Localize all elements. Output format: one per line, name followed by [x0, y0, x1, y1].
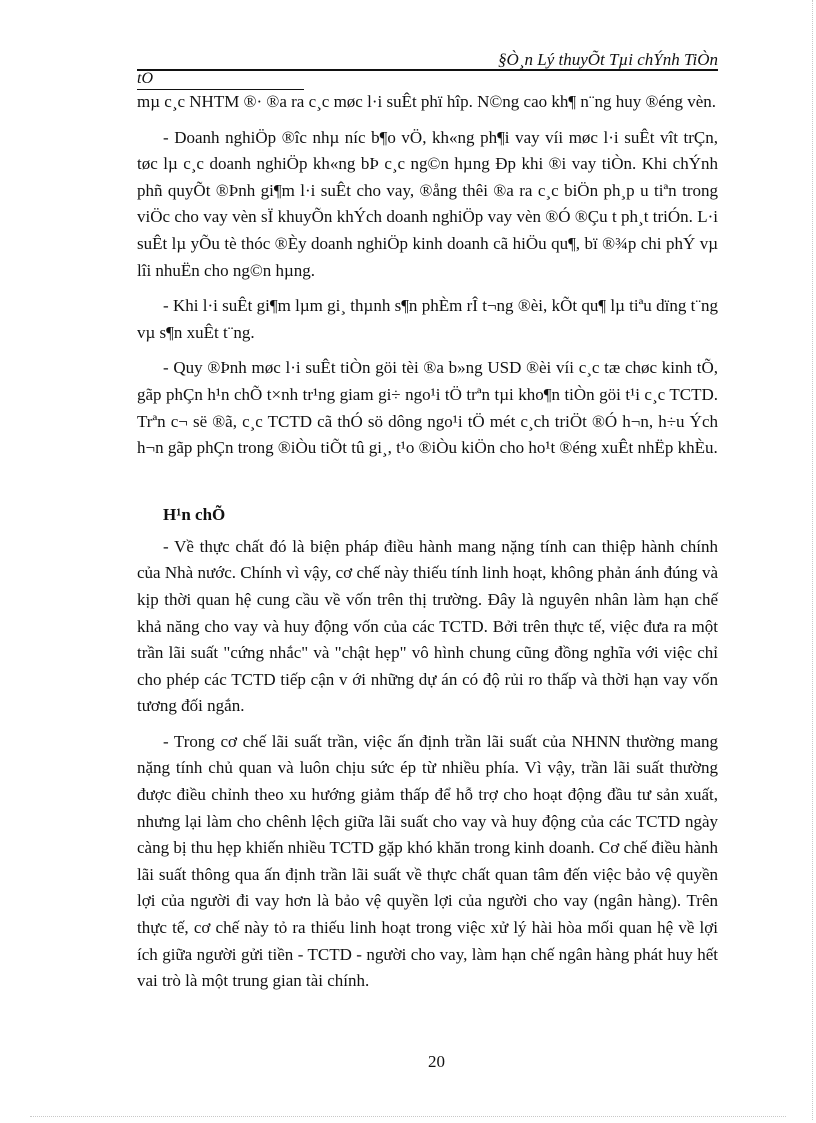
paragraph-usd-deposit-rate: - Quy ®Þnh møc l·i suÊt tiÒn göi tèi ®a b»ng USD ®èi víi c¸c tæ chøc kinh tÕ, gãp phÇn h¹n chÕ t×nh tr¹ng giam gi÷ ngo¹i tÖ trªn tµi kho¶n tiÒn göi t¹i c¸c TCTD. Trªn c¬ së ®ã, c¸c TCTD cã thÓ sö dông ngo¹i tÖ mét c¸ch triÖt ®Ó h¬n, h÷u Ých h¬n gãp phÇn trong ®iÒu tiÕt tû gi¸, t¹o ®iÒu kiÖn cho ho¹t ®éng xuÊt nhËp khÈu. [137, 358, 718, 458]
page-body [137, 89, 718, 1004]
section-heading-limitations: H¹n chÕ [163, 504, 226, 524]
footer-dotted-border [30, 1116, 786, 1117]
paragraph-continued: mµ c¸c NHTM ®· ®a ra c¸c møc l·i suÊt phï hîp. N©ng cao kh¶ n¨ng huy ®éng vèn. [137, 92, 717, 111]
paragraph-business-protection: - Doanh nghiÖp ®îc nhµ níc b¶o vÖ, kh«ng ph¶i vay víi møc l·i suÊt vît trÇn, tøc lµ c¸c doanh nghiÖp kh«ng bÞ c¸c ng©n hµng Ðp khi ®i vay tiÒn. Khi chÝnh phñ quyÕt ®Þnh gi¶m l·i suÊt cho vay, ®ång thêi ®a ra c¸c biÖn ph¸p u tiªn trong viÖc cho vay vèn sÏ khuyÕn khÝch doanh nghiÖp vay vèn ®Ó ®Çu t ph¸t triÓn. L·i suÊt lµ yÕu tè thóc ®Èy doanh nghiÖp kinh doanh cã hiÖu qu¶, bï ®¾p chi phÝ vµ lîi nhuËn cho ng©n hµng. [137, 127, 718, 280]
page-number: 20 [428, 1052, 445, 1071]
paragraph-limitation-ceiling: - Trong cơ chế lãi suất trần, việc ấn định trần lãi suất của NHNN thường mang nặng tính chủ quan và luôn chịu sức ép từ nhiều phía. Vì vậy, trần lãi suất thường được điều chỉnh theo xu hướng giảm thấp để hỗ trợ cho hoạt động đầu tư sản xuất, nhưng lại làm cho chênh lệch giữa lãi suất cho vay và huy động của các TCTD ngày càng bị thu hẹp khiến nhiều TCTD gặp khó khăn trong kinh doanh. Cơ chế điều hành lãi suất thông qua ấn định trần lãi suất về thực chất quan tâm đến việc bảo vệ quyền lợi của người đi vay hơn là bảo vệ quyền lợi của người cho vay (ngân hàng). Trên thực tế, cơ chế này tỏ ra thiếu linh hoạt trong việc xử lý hài hòa mối quan hệ về lợi ích giữa người gửi tiền - TCTD - người cho vay, làm hạn chế ngân hàng phát huy hết vai trò là một trung gian tài chính. [137, 731, 718, 991]
right-dotted-border [812, 0, 813, 1120]
header-rule [137, 69, 718, 71]
header-title-continuation: tÖ [137, 70, 153, 87]
paragraph-price-effect: - Khi l·i suÊt gi¶m lµm gi¸ thµnh s¶n phÈm rÎ t¬ng ®èi, kÕt qu¶ lµ tiªu dïng t¨ng vµ s¶n xuÊt t¨ng. [137, 296, 718, 342]
document-header-title: §Ò¸n Lý thuyÕt Tµi chÝnh TiÒn [498, 50, 718, 69]
paragraph-limitation-administrative: - Về thực chất đó là biện pháp điều hành mang nặng tính can thiệp hành chính của Nhà nước. Chính vì vậy, cơ chế này thiếu tính linh hoạt, không phản ánh đúng và kịp thời quan hệ cung cầu về vốn trên thị trường. Đây là nguyên nhân làm hạn chế khả năng cho vay và huy động vốn của các TCTD. Bởi trên thực tế, việc đưa ra một trần lãi suất "cứng nhắc" và "chật hẹp" vô hình chung cũng đồng nghĩa với việc chỉ cho phép các TCTD tiếp cận v ới những dự án có độ rủi ro thấp và thời hạn vay vốn tương đối ngắn. [137, 536, 718, 716]
